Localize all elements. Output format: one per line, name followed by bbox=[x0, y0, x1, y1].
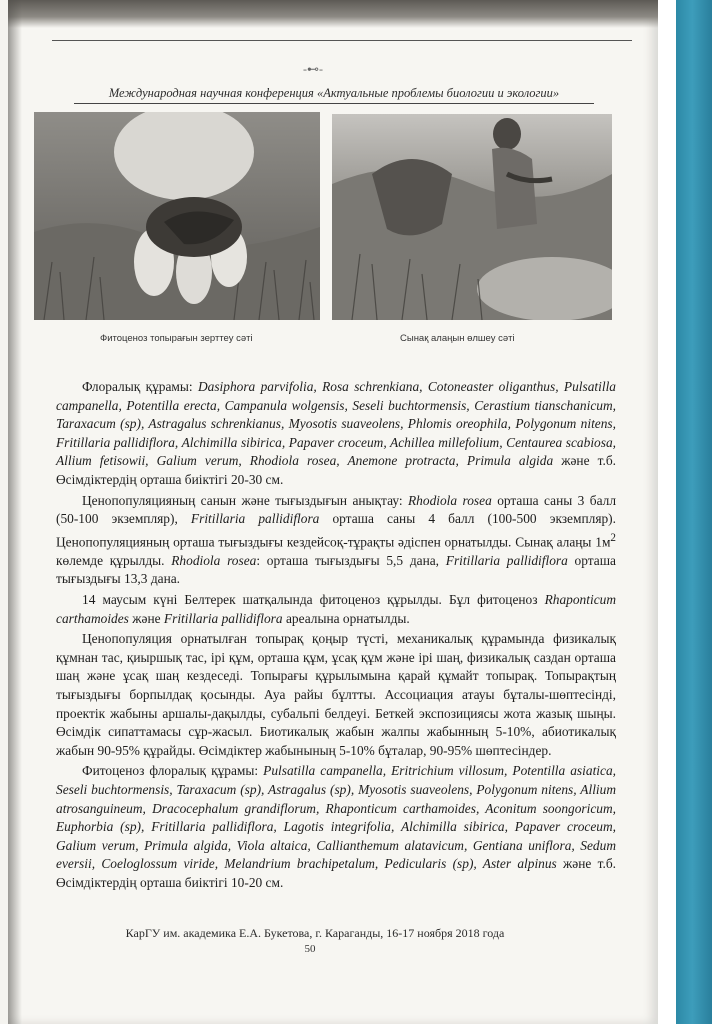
paragraph-text: Ценопопуляция орнатылған топырақ қоңыр түсті, механикалық құрамында физикалық құмнан тас, қиыршық тас, ірі құм, орташа құм, ұсақ құм және ірі шаң, физикалық саздан орташа шаң және ұсақ шаң кездеседі. Топырағы құрылымына қарай құмайт топырақ. Топырақтың тығыздығы борпылдақ қосынды. Ауа райы бұлтты. Ассоциация атауы бұталы-шөптесінді, проектік жабыны аршалы-дақылды, субальпі белдеуі. Беткей экспозициясы жота жазық шыңы. Өсімдік сипаттамасы сұр-жасыл. Биотикалық жабын жалпы жабынның 5-10%, абиотикалық жабын 90-95% құрайды. Өсімдіктер жабынының 5-10% бұталар, 90-95% шөптесіндер. bbox=[56, 631, 616, 758]
figure-caption-left: Фитоценоз топырағын зерттеу сәті bbox=[100, 333, 253, 344]
species-names: Fritillaria pallidiflora bbox=[445, 552, 568, 568]
paragraph-text: ареалына орнатылды. bbox=[282, 610, 410, 626]
paragraph-text: Флоралық құрамы: bbox=[82, 379, 198, 394]
page-number: 50 bbox=[304, 943, 316, 955]
species-names: Rhodiola rosea bbox=[408, 492, 492, 508]
paragraph-text: : орташа тығыздығы 5,5 дана, bbox=[256, 552, 446, 568]
paragraph-text: орташа саны 3 балл (50-100 экземпляр), bbox=[56, 492, 616, 527]
paragraph-text: және т.б. Өсімдіктердің орташа биіктігі 10-20 см. bbox=[56, 856, 616, 890]
paragraph-text: көлемде құрылды. bbox=[56, 552, 172, 568]
species-names: Rhodiola rosea bbox=[171, 552, 257, 568]
footer-line: КарГУ им. академика Е.А. Букетова, г. Караганды, 16-17 ноября 2018 года bbox=[125, 926, 505, 940]
top-scan-shadow bbox=[8, 0, 658, 28]
species-names: Fritillaria pallidiflora bbox=[163, 610, 283, 626]
paragraph-text: орташа саны 4 балл (100-500 экземпляр). Ценопопуляцияның орташа тығыздығы кездейсоқ-тұрақты әдіспен орнатылды. Сынақ алаңы 1м bbox=[56, 511, 616, 550]
paragraph-text: орташа тығыздығы 13,3 дана. bbox=[56, 552, 616, 587]
paragraph bbox=[56, 591, 616, 628]
paragraph-text: және т.б. Өсімдіктердің орташа биіктігі 20-30 см. bbox=[56, 453, 616, 487]
paragraph bbox=[56, 630, 616, 760]
paragraph bbox=[56, 492, 616, 589]
species-names: Rhaponticum carthamoides bbox=[56, 592, 616, 626]
species-names: Pulsatilla campanella, Eritrichium villosum, Potentilla asiatica, Seseli buchtormensis, Taraxacum (sp), Astragalus (sp), Myosotis suaveolens, Polygonum nitens, Allium atrosanguineum, Dracocephalum grandiflorum, Rhaponticum carthamoides, Aconitum soongoricum, Euphorbia (sp), Fritillaria pallidiflora, Lagotis integrifolia, Alchimilla sibirica, Papaver croceum, Galium verum, Primula algida, Viola altaica, Callianthemum alatavicum, Gentiana uniflora, Sedum eversii, Coeloglossum viride, Melandrium brachipetalum, Pedicularis (sp), Aster alpinus bbox=[56, 763, 616, 872]
running-header: Международная научная конференция «Актуальные проблемы биологии и экологии» bbox=[108, 86, 560, 100]
left-scan-shadow bbox=[8, 0, 22, 1024]
paragraph-text: Фитоценоз флоралық құрамы: bbox=[82, 763, 264, 779]
paragraph-text: 2 bbox=[610, 531, 616, 544]
header-rule bbox=[74, 103, 594, 104]
photo-soil-study bbox=[34, 112, 320, 320]
photo-plot-measurement bbox=[332, 114, 612, 320]
article-body bbox=[56, 378, 616, 895]
page-mark: -⊷- bbox=[303, 62, 323, 76]
paragraph-text: Ценопопуляцияның санын және тығыздығын анықтау: bbox=[82, 492, 408, 508]
figure-caption-right: Сынақ алаңын өлшеу сәті bbox=[400, 333, 515, 344]
binder-cover bbox=[676, 0, 712, 1024]
species-names: Dasiphora parvifolia, Rosa schrenkiana, Cotoneaster oliganthus, Pulsatilla campanella, Potentilla erecta, Campanula wolgensis, Seseli buchtormensis, Cerastium tianschanicum, Taraxacum (sp), Astragalus schrenkianus, Myosotis suaveolens, Phlomis oreophila, Polygonum nitens, Fritillaria pallidiflora, Alchimilla sibirica, Papaver croceum, Achillea millefolium, Centaurea scabiosa, Allium fetisowii, Galium verum, Rhodiola rosea, Anemone protracta, Primula algida bbox=[56, 379, 616, 469]
paragraph bbox=[56, 378, 616, 490]
paragraph bbox=[56, 762, 616, 892]
top-rule bbox=[52, 40, 632, 41]
paragraph-text: 14 маусым күні Белтерек шатқалында фитоценоз құрылды. Бұл фитоценоз bbox=[82, 592, 545, 607]
species-names: Fritillaria pallidiflora bbox=[190, 511, 320, 527]
paragraph-text: және bbox=[128, 610, 164, 626]
